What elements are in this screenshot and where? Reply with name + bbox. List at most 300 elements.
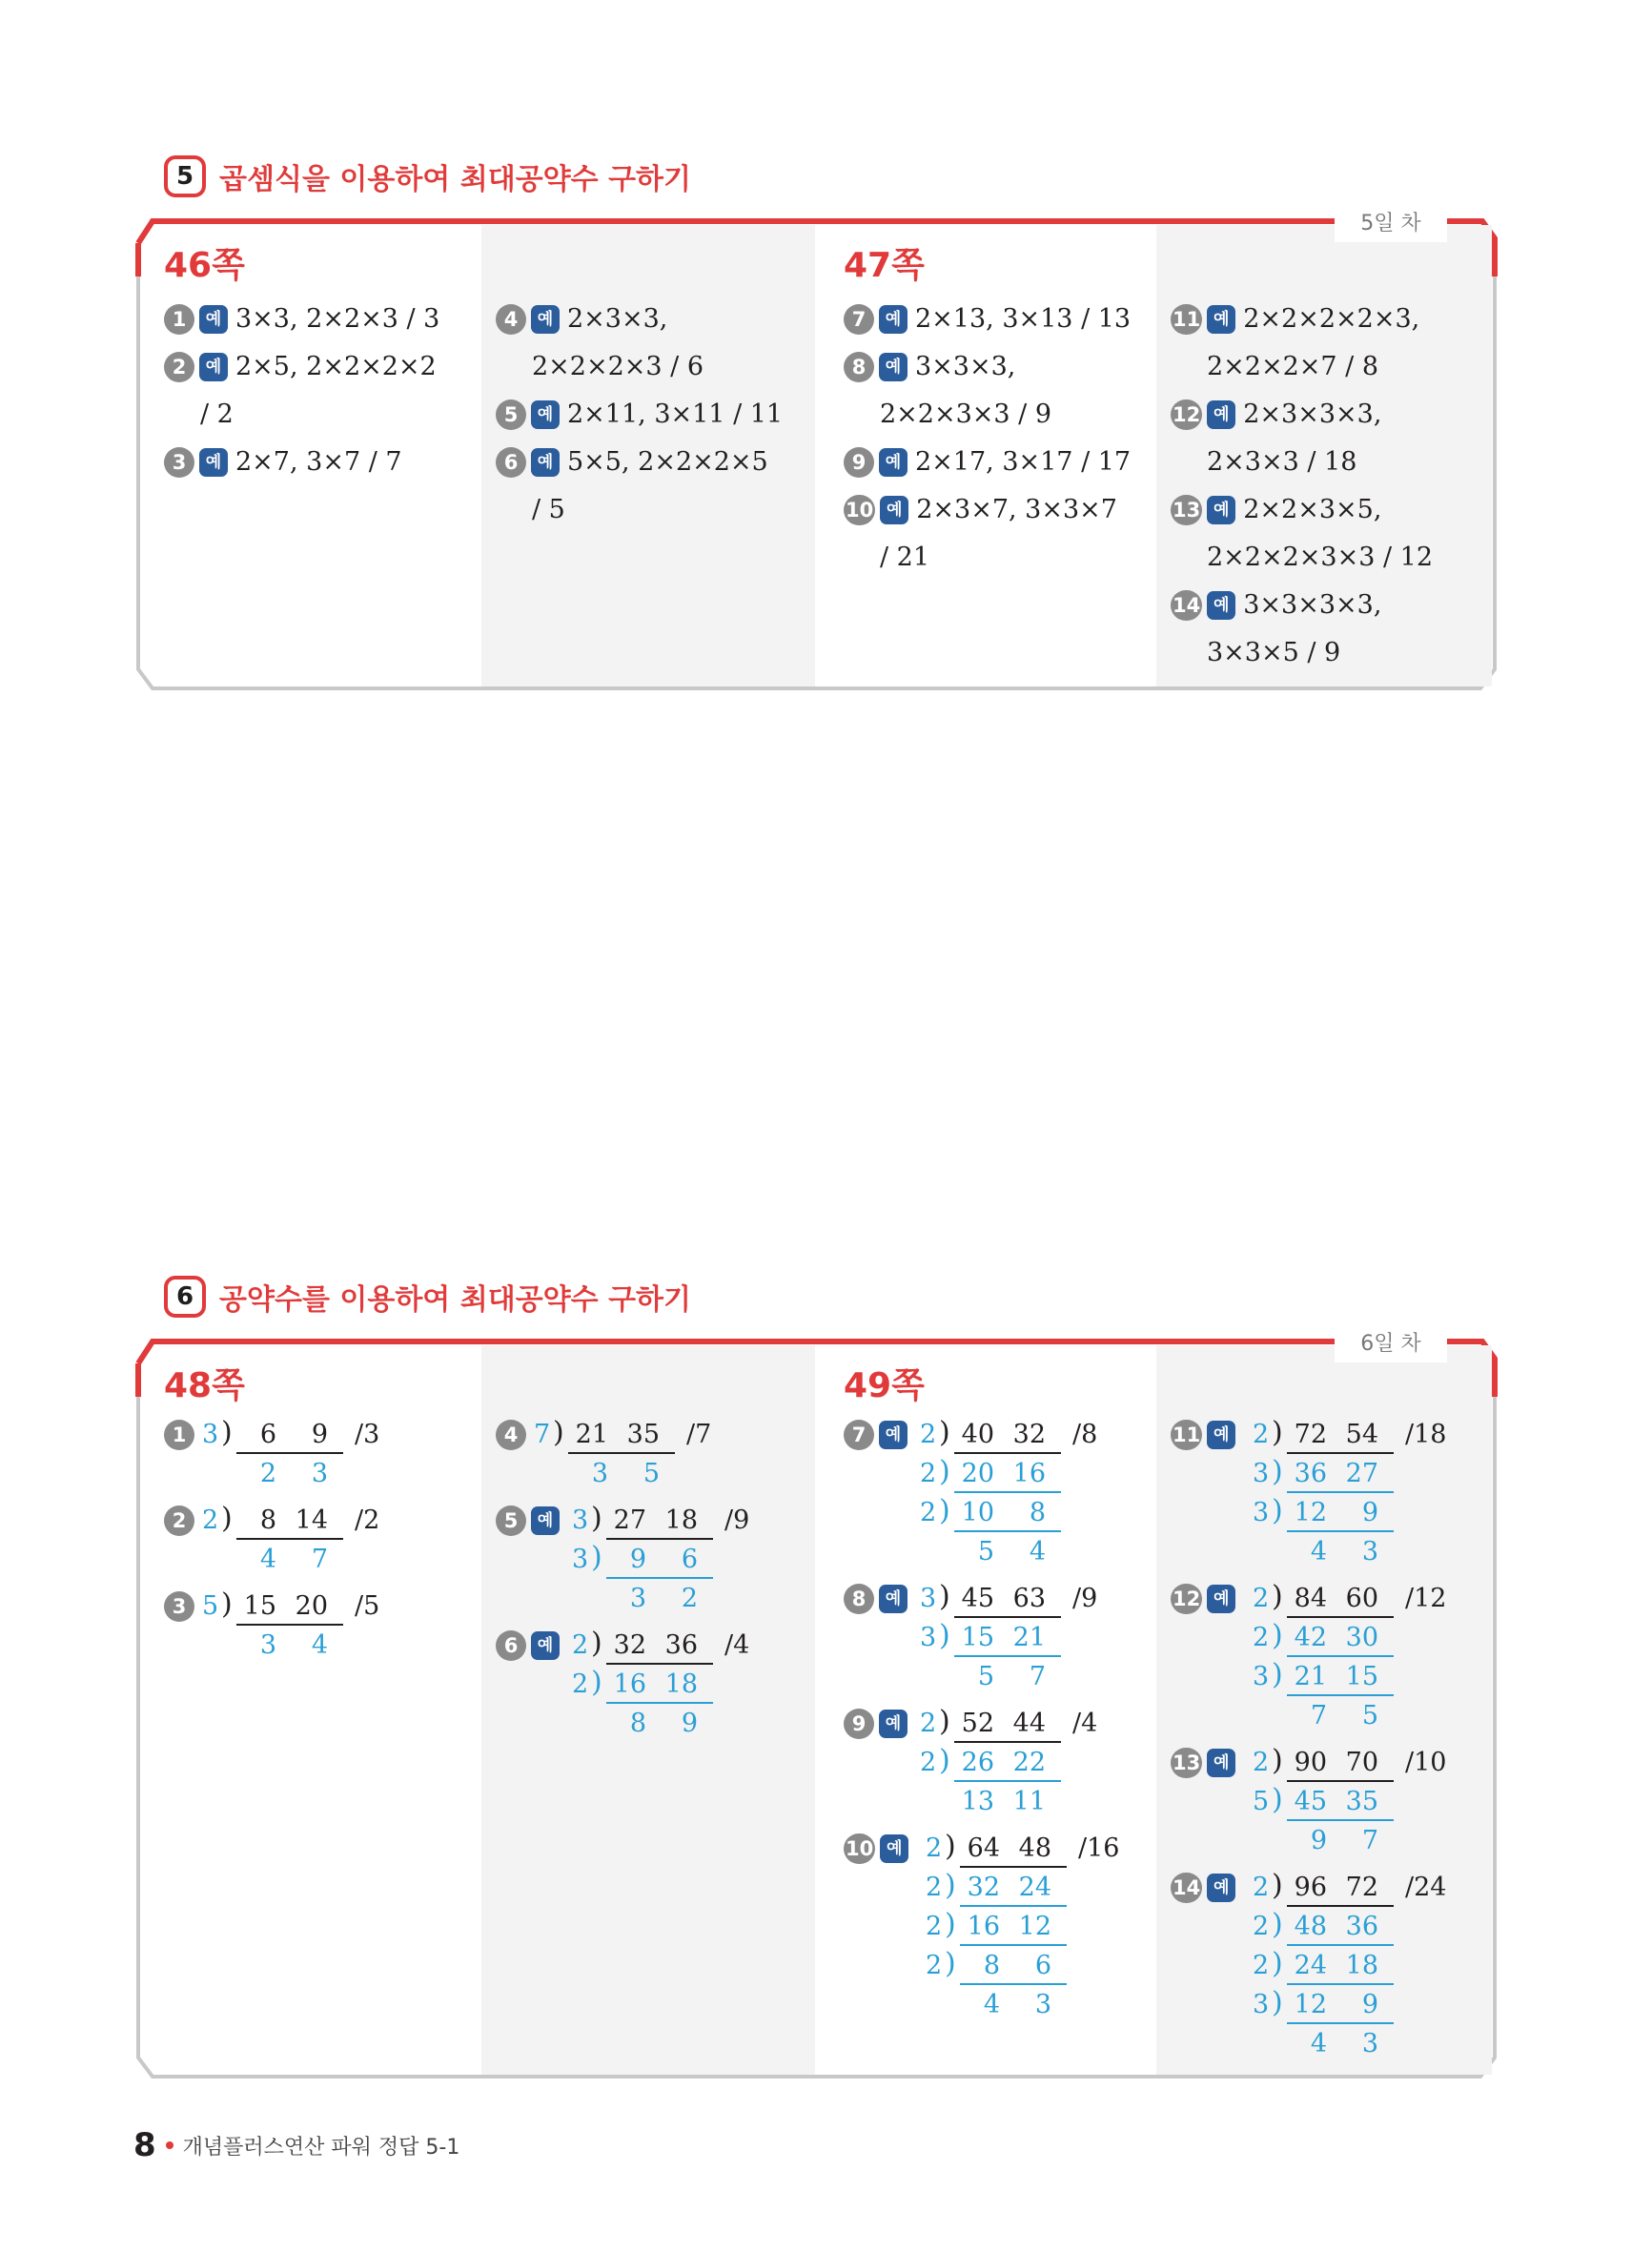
problem-head — [496, 1627, 567, 1665]
division-underline — [954, 1491, 1061, 1493]
division-underline — [960, 1866, 1067, 1868]
example-badge: 예 — [1207, 1585, 1235, 1613]
divisor: 2 — [1253, 1748, 1270, 1777]
divisor: 3 — [1253, 1662, 1270, 1691]
division-underline — [1287, 1616, 1394, 1618]
problem-head — [1171, 1869, 1243, 1907]
answer-text: 2×2×2×2×3, — [1243, 304, 1420, 334]
answer-text: 2×3×3, — [567, 304, 668, 334]
divisor: 2 — [920, 1459, 937, 1488]
example-badge: 예 — [1207, 496, 1235, 524]
question-number: 4 — [496, 1420, 526, 1450]
question-number: 12 — [1171, 399, 1202, 430]
division-bracket-icon: ) — [945, 1830, 956, 1863]
example-badge: 예 — [531, 305, 560, 334]
question-number: 5 — [496, 399, 526, 430]
divisor: 2 — [926, 1833, 943, 1863]
divisor: 2 — [920, 1498, 937, 1527]
example-badge: 예 — [1207, 1421, 1235, 1449]
divisor: 2 — [920, 1420, 937, 1449]
dividend-a: 15 — [243, 1591, 276, 1621]
dividend-a: 64 — [967, 1833, 1000, 1863]
division-underline — [960, 1905, 1067, 1907]
divisor: 3 — [920, 1623, 937, 1652]
section-title-text: 공약수를 이용하여 최대공약수 구하기 — [219, 1283, 692, 1317]
problem-head — [496, 1416, 531, 1454]
division-underline — [954, 1452, 1061, 1454]
gcd-answer: /24 — [1405, 1873, 1447, 1902]
dividend-a: 9 — [629, 1545, 646, 1574]
answer-text: 2×2×2×3×3 / 12 — [1207, 543, 1434, 572]
divisor: 2 — [926, 1951, 943, 1980]
dividend-b: 9 — [1361, 1990, 1378, 2019]
dividend-b: 21 — [1012, 1623, 1046, 1652]
question-number: 10 — [844, 1833, 875, 1864]
dividend-a: 42 — [1294, 1623, 1327, 1652]
quotient-value: 4 — [983, 1990, 1000, 2019]
example-badge: 예 — [880, 1834, 908, 1863]
quotient-value: 4 — [1310, 2029, 1327, 2058]
question-number: 11 — [1171, 304, 1202, 335]
dividend-a: 84 — [1294, 1584, 1327, 1613]
gcd-answer: /16 — [1078, 1833, 1120, 1863]
division-underline — [1287, 1655, 1394, 1657]
divisor: 2 — [1253, 1420, 1270, 1449]
example-badge: 예 — [880, 496, 908, 524]
divisor: 2 — [920, 1709, 937, 1738]
division-bracket-icon: ) — [591, 1627, 602, 1660]
answer-text: 2×7, 3×7 / 7 — [235, 447, 402, 477]
question-number: 2 — [164, 352, 194, 382]
dividend-b: 15 — [1345, 1662, 1378, 1691]
division-bracket-icon: ) — [1272, 1986, 1283, 2019]
question-number: 1 — [164, 304, 194, 335]
answer-text: 2×3×3 / 18 — [1207, 447, 1357, 477]
dividend-b: 16 — [1012, 1459, 1046, 1488]
division-bracket-icon: ) — [1272, 1416, 1283, 1449]
answer-text: 2×11, 3×11 / 11 — [567, 399, 784, 429]
section-number-badge: 6 — [164, 1276, 206, 1318]
question-number: 6 — [496, 1630, 526, 1661]
divisor: 2 — [926, 1912, 943, 1941]
dividend-b: 36 — [1345, 1912, 1378, 1941]
division-bracket-icon: ) — [553, 1416, 564, 1449]
problem-head — [1171, 1580, 1243, 1618]
quotient-value: 4 — [1029, 1537, 1046, 1567]
dividend-b: 35 — [1345, 1787, 1378, 1816]
divisor: 2 — [1253, 1584, 1270, 1613]
problem-head — [164, 1587, 199, 1626]
dividend-b: 18 — [664, 1505, 698, 1535]
answer-text: 2×5, 2×2×2×2 — [235, 352, 437, 381]
gcd-answer: /4 — [724, 1630, 750, 1660]
division-underline — [954, 1780, 1061, 1782]
division-underline — [954, 1530, 1061, 1532]
dividend-b: 35 — [626, 1420, 660, 1449]
dividend-a: 36 — [1294, 1459, 1327, 1488]
dividend-a: 27 — [613, 1505, 646, 1535]
quotient-value: 9 — [1310, 1826, 1327, 1855]
quotient-value: 4 — [259, 1545, 276, 1574]
gcd-answer: /9 — [1072, 1584, 1098, 1613]
quotient-value: 3 — [1034, 1990, 1051, 2019]
answer-text: / 2 — [200, 399, 234, 429]
divisor: 2 — [202, 1505, 219, 1535]
dividend-a: 32 — [613, 1630, 646, 1660]
dividend-b: 20 — [295, 1591, 328, 1621]
dividend-b: 48 — [1018, 1833, 1051, 1863]
page-label-48: 48쪽 — [164, 1366, 245, 1405]
bullet-dot-icon — [166, 2141, 173, 2149]
quotient-value: 3 — [1361, 2029, 1378, 2058]
division-bracket-icon: ) — [939, 1494, 950, 1527]
division-underline — [1287, 1694, 1394, 1696]
division-bracket-icon: ) — [945, 1908, 956, 1941]
division-underline — [1287, 1944, 1394, 1946]
example-badge: 예 — [1207, 1749, 1235, 1777]
division-underline — [606, 1538, 713, 1540]
quotient-value: 5 — [1361, 1701, 1378, 1731]
example-badge: 예 — [879, 1421, 908, 1449]
question-number: 4 — [496, 304, 526, 335]
quotient-value: 8 — [629, 1709, 646, 1738]
answer-text: 2×2×2×3 / 6 — [532, 352, 704, 381]
quotient-value: 7 — [1310, 1701, 1327, 1731]
quotient-value: 3 — [1361, 1537, 1378, 1567]
division-bracket-icon: ) — [1272, 1455, 1283, 1488]
section-title-text: 곱셈식을 이용하여 최대공약수 구하기 — [219, 163, 692, 196]
example-badge: 예 — [879, 305, 908, 334]
dividend-a: 45 — [1294, 1787, 1327, 1816]
division-bracket-icon: ) — [945, 1869, 956, 1902]
divisor: 3 — [1253, 1459, 1270, 1488]
problem-head — [844, 1705, 915, 1743]
dividend-b: 18 — [1345, 1951, 1378, 1980]
gcd-answer: /18 — [1405, 1420, 1447, 1449]
division-bracket-icon: ) — [1272, 1783, 1283, 1816]
dividend-a: 40 — [961, 1420, 994, 1449]
dividend-b: 32 — [1012, 1420, 1046, 1449]
divisor: 2 — [1253, 1912, 1270, 1941]
divisor: 5 — [1253, 1787, 1270, 1816]
division-underline — [1287, 1491, 1394, 1493]
dividend-a: 15 — [961, 1623, 994, 1652]
dividend-b: 60 — [1345, 1584, 1378, 1613]
dividend-a: 8 — [259, 1505, 276, 1535]
question-number: 9 — [844, 447, 874, 478]
quotient-value: 3 — [591, 1459, 608, 1488]
divisor: 3 — [202, 1420, 219, 1449]
gcd-answer: /12 — [1405, 1584, 1447, 1613]
division-bracket-icon: ) — [1272, 1869, 1283, 1902]
day-tag: 6일 차 — [1335, 1321, 1447, 1362]
dividend-b: 6 — [681, 1545, 698, 1574]
day-tag: 5일 차 — [1335, 200, 1447, 242]
quotient-value: 7 — [311, 1545, 328, 1574]
example-badge: 예 — [879, 353, 908, 381]
example-badge: 예 — [1207, 400, 1235, 429]
example-badge: 예 — [1207, 1874, 1235, 1902]
division-underline — [1287, 1530, 1394, 1532]
gcd-answer: /8 — [1072, 1420, 1098, 1449]
divisor: 2 — [1253, 1873, 1270, 1902]
division-underline — [1287, 2022, 1394, 2024]
dividend-b: 70 — [1345, 1748, 1378, 1777]
division-bracket-icon: ) — [939, 1619, 950, 1652]
dividend-b: 9 — [1361, 1498, 1378, 1527]
division-bracket-icon: ) — [939, 1455, 950, 1488]
division-underline — [568, 1452, 675, 1454]
dividend-a: 6 — [259, 1420, 276, 1449]
dividend-b: 36 — [664, 1630, 698, 1660]
divisor: 2 — [926, 1873, 943, 1902]
quotient-value: 4 — [311, 1630, 328, 1660]
question-number: 6 — [496, 447, 526, 478]
example-badge: 예 — [879, 1585, 908, 1613]
division-underline — [1287, 1983, 1394, 1985]
example-badge: 예 — [531, 400, 560, 429]
answer-text: 3×3×3, — [915, 352, 1016, 381]
division-bracket-icon: ) — [1272, 1619, 1283, 1652]
division-underline — [960, 1983, 1067, 1985]
footer-book-title: 개념플러스연산 파워 정답 5-1 — [182, 2135, 460, 2160]
example-badge: 예 — [199, 353, 228, 381]
question-number: 7 — [844, 304, 874, 335]
quotient-value: 5 — [642, 1459, 660, 1488]
problem-head — [844, 1580, 915, 1618]
gcd-answer: /3 — [355, 1420, 380, 1449]
dividend-b: 27 — [1345, 1459, 1378, 1488]
dividend-a: 96 — [1294, 1873, 1327, 1902]
gcd-answer: /7 — [686, 1420, 712, 1449]
division-underline — [954, 1741, 1061, 1743]
answer-text: 3×3, 2×2×3 / 3 — [235, 304, 440, 334]
division-underline — [1287, 1905, 1394, 1907]
division-bracket-icon: ) — [939, 1416, 950, 1449]
dividend-b: 18 — [664, 1669, 698, 1699]
gcd-answer: /10 — [1405, 1748, 1447, 1777]
quotient-value: 13 — [961, 1787, 994, 1816]
division-underline — [236, 1624, 343, 1626]
question-number: 12 — [1171, 1584, 1202, 1614]
division-underline — [1287, 1819, 1394, 1821]
dividend-b: 63 — [1012, 1584, 1046, 1613]
divisor: 3 — [920, 1584, 937, 1613]
problem-head — [164, 1502, 199, 1540]
answer-text: 5×5, 2×2×2×5 — [567, 447, 768, 477]
problem-head — [1171, 1744, 1243, 1782]
divisor: 7 — [534, 1420, 551, 1449]
quotient-value: 5 — [977, 1662, 994, 1691]
dividend-a: 21 — [575, 1420, 608, 1449]
page-number: 8 — [133, 2126, 156, 2164]
section-number-badge: 5 — [164, 155, 206, 197]
question-number: 8 — [844, 352, 874, 382]
division-bracket-icon: ) — [1272, 1580, 1283, 1613]
dividend-a: 10 — [961, 1498, 994, 1527]
division-underline — [960, 1944, 1067, 1946]
example-badge: 예 — [531, 1631, 560, 1660]
divisor: 3 — [572, 1545, 589, 1574]
division-bracket-icon: ) — [591, 1666, 602, 1699]
dividend-a: 45 — [961, 1584, 994, 1613]
dividend-a: 48 — [1294, 1912, 1327, 1941]
example-badge: 예 — [199, 305, 228, 334]
example-badge: 예 — [1207, 591, 1235, 620]
dividend-b: 12 — [1018, 1912, 1051, 1941]
dividend-a: 72 — [1294, 1420, 1327, 1449]
problem-head — [496, 1502, 567, 1540]
answer-text: / 5 — [532, 495, 565, 524]
dividend-b: 22 — [1012, 1748, 1046, 1777]
dividend-a: 21 — [1294, 1662, 1327, 1691]
divisor: 3 — [1253, 1990, 1270, 2019]
dividend-a: 8 — [983, 1951, 1000, 1980]
divisor: 5 — [202, 1591, 219, 1621]
dividend-b: 72 — [1345, 1873, 1378, 1902]
question-number: 3 — [164, 447, 194, 478]
dividend-b: 54 — [1345, 1420, 1378, 1449]
divisor: 3 — [1253, 1498, 1270, 1527]
quotient-value: 7 — [1361, 1826, 1378, 1855]
dividend-b: 8 — [1029, 1498, 1046, 1527]
example-badge: 예 — [879, 448, 908, 477]
quotient-value: 3 — [629, 1584, 646, 1613]
dividend-a: 52 — [961, 1709, 994, 1738]
problem-head — [844, 1830, 916, 1868]
division-underline — [606, 1702, 713, 1704]
dividend-a: 16 — [967, 1912, 1000, 1941]
gcd-answer: /2 — [355, 1505, 380, 1535]
division-underline — [1287, 1780, 1394, 1782]
question-number: 13 — [1171, 1748, 1202, 1778]
division-bracket-icon: ) — [1272, 1908, 1283, 1941]
quotient-value: 3 — [259, 1630, 276, 1660]
divisor: 2 — [572, 1630, 589, 1660]
quotient-value: 7 — [1029, 1662, 1046, 1691]
question-number: 14 — [1171, 590, 1202, 621]
divisor: 2 — [1253, 1623, 1270, 1652]
answer-text: 2×13, 3×13 / 13 — [915, 304, 1132, 334]
answer-text: 2×3×3×3, — [1243, 399, 1382, 429]
question-number: 9 — [844, 1709, 874, 1739]
example-badge: 예 — [531, 448, 560, 477]
dividend-b: 30 — [1345, 1623, 1378, 1652]
page-label-46: 46쪽 — [164, 246, 245, 285]
question-number: 10 — [844, 495, 875, 525]
division-underline — [606, 1577, 713, 1579]
page-footer — [133, 2126, 459, 2164]
answer-text: 2×2×3×5, — [1243, 495, 1382, 524]
division-bracket-icon: ) — [221, 1587, 233, 1621]
gcd-answer: /4 — [1072, 1709, 1098, 1738]
page-label-49: 49쪽 — [844, 1366, 925, 1405]
quotient-value: 9 — [681, 1709, 698, 1738]
problem-head — [844, 1416, 915, 1454]
question-number: 13 — [1171, 495, 1202, 525]
division-underline — [236, 1452, 343, 1454]
division-bracket-icon: ) — [221, 1502, 233, 1535]
answer-text: 2×17, 3×17 / 17 — [915, 447, 1132, 477]
question-number: 1 — [164, 1420, 194, 1450]
division-bracket-icon: ) — [1272, 1494, 1283, 1527]
question-number: 2 — [164, 1505, 194, 1536]
dividend-b: 9 — [311, 1420, 328, 1449]
example-badge: 예 — [1207, 305, 1235, 334]
example-badge: 예 — [199, 448, 228, 477]
dividend-a: 90 — [1294, 1748, 1327, 1777]
question-number: 7 — [844, 1420, 874, 1450]
dividend-a: 24 — [1294, 1951, 1327, 1980]
division-bracket-icon: ) — [1272, 1658, 1283, 1691]
gcd-answer: /5 — [355, 1591, 380, 1621]
question-number: 11 — [1171, 1420, 1202, 1450]
question-number: 3 — [164, 1591, 194, 1622]
dividend-b: 14 — [295, 1505, 328, 1535]
dividend-b: 44 — [1012, 1709, 1046, 1738]
question-number: 14 — [1171, 1873, 1202, 1903]
answer-text: 2×2×3×3 / 9 — [880, 399, 1052, 429]
quotient-value: 2 — [681, 1584, 698, 1613]
gcd-answer: /9 — [724, 1505, 750, 1535]
division-bracket-icon: ) — [591, 1541, 602, 1574]
division-underline — [236, 1538, 343, 1540]
dividend-a: 12 — [1294, 1990, 1327, 2019]
division-bracket-icon: ) — [1272, 1744, 1283, 1777]
divisor: 3 — [572, 1505, 589, 1535]
answer-text: 2×3×7, 3×3×7 — [916, 495, 1117, 524]
question-number: 8 — [844, 1584, 874, 1614]
quotient-value: 5 — [977, 1537, 994, 1567]
quotient-value: 2 — [259, 1459, 276, 1488]
example-badge: 예 — [879, 1710, 908, 1738]
dividend-b: 24 — [1018, 1873, 1051, 1902]
problem-head — [1171, 1416, 1243, 1454]
answer-text: 3×3×5 / 9 — [1207, 638, 1341, 667]
division-bracket-icon: ) — [939, 1744, 950, 1777]
answer-text: 3×3×3×3, — [1243, 590, 1382, 620]
division-underline — [954, 1616, 1061, 1618]
division-underline — [1287, 1452, 1394, 1454]
quotient-value: 11 — [1012, 1787, 1046, 1816]
dividend-a: 20 — [961, 1459, 994, 1488]
quotient-value: 3 — [311, 1459, 328, 1488]
division-bracket-icon: ) — [945, 1947, 956, 1980]
dividend-b: 6 — [1034, 1951, 1051, 1980]
division-underline — [606, 1663, 713, 1665]
page-label-47: 47쪽 — [844, 246, 925, 285]
division-bracket-icon: ) — [939, 1580, 950, 1613]
answer-text: 2×2×2×7 / 8 — [1207, 352, 1379, 381]
question-number: 5 — [496, 1505, 526, 1536]
answer-text: / 21 — [880, 543, 930, 572]
quotient-value: 4 — [1310, 1537, 1327, 1567]
example-badge: 예 — [531, 1506, 560, 1535]
division-bracket-icon: ) — [939, 1705, 950, 1738]
dividend-a: 12 — [1294, 1498, 1327, 1527]
problem-head — [164, 1416, 199, 1454]
dividend-a: 26 — [961, 1748, 994, 1777]
divisor: 2 — [1253, 1951, 1270, 1980]
dividend-a: 16 — [613, 1669, 646, 1699]
divisor: 2 — [572, 1669, 589, 1699]
divisor: 2 — [920, 1748, 937, 1777]
division-underline — [954, 1655, 1061, 1657]
dividend-a: 32 — [967, 1873, 1000, 1902]
division-bracket-icon: ) — [1272, 1947, 1283, 1980]
division-bracket-icon: ) — [591, 1502, 602, 1535]
division-bracket-icon: ) — [221, 1416, 233, 1449]
